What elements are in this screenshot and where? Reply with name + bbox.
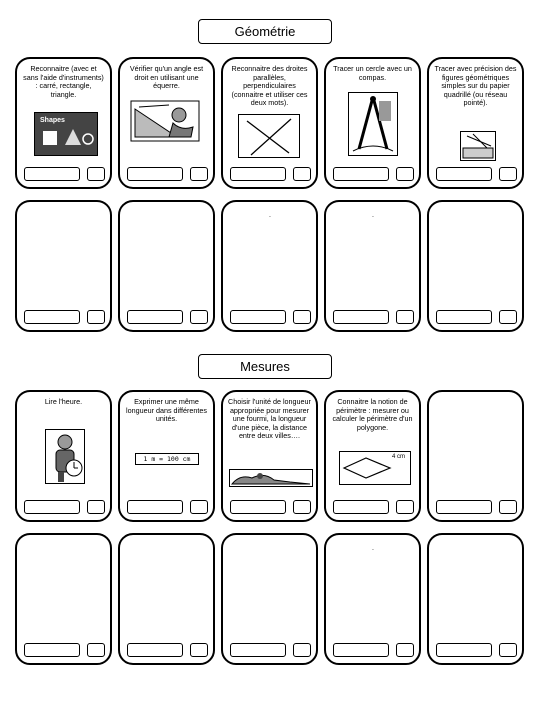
card-mes-1 [15,390,112,522]
empty-card [427,533,524,665]
score-box[interactable] [333,167,389,181]
score-box[interactable] [24,310,80,324]
check-box[interactable] [293,500,311,514]
score-box[interactable] [230,310,286,324]
score-box[interactable] [333,310,389,324]
empty-card [324,533,421,665]
check-box[interactable] [87,310,105,324]
check-box[interactable] [396,500,414,514]
check-box[interactable] [396,167,414,181]
check-box[interactable] [293,167,311,181]
score-box[interactable] [436,500,492,514]
dot-mark: . [372,545,374,552]
score-box[interactable] [127,643,183,657]
dot-mark: . [269,212,271,219]
check-box[interactable] [190,167,208,181]
score-box[interactable] [230,500,286,514]
score-box[interactable] [230,167,286,181]
check-box[interactable] [87,643,105,657]
check-box[interactable] [190,310,208,324]
score-box[interactable] [436,167,492,181]
rhombus-caption: 4 cm [391,454,405,460]
check-box[interactable] [87,167,105,181]
score-box[interactable] [333,500,389,514]
empty-card [118,533,215,665]
check-box[interactable] [499,500,517,514]
section-title-mesures: Mesures [198,354,332,379]
rhombus-picture [339,451,411,485]
card-geo-5 [427,57,524,189]
score-box[interactable] [436,643,492,657]
check-box[interactable] [190,500,208,514]
score-box[interactable] [24,167,80,181]
card-geo-2 [118,57,215,189]
card-text: Reconnaitre des droites parallèles, perpendiculaires (connaitre et utiliser ces deux mots). [231,64,308,108]
card-mes-2 [118,390,215,522]
card-text: Exprimer une même longueur dans différentes unités. [126,397,207,424]
clock-picture [45,429,85,484]
card-text: Tracer un cercle avec un compas. [333,64,412,82]
check-box[interactable] [293,310,311,324]
card-text: Connaitre la notion de périmètre : mesurer ou calculer le périmètre d'un polygone. [332,397,413,432]
empty-card [221,200,318,332]
dot-mark: . [372,212,374,219]
score-box[interactable] [436,310,492,324]
card-text: Lire l'heure. [44,397,83,406]
empty-card [427,200,524,332]
score-box[interactable] [127,500,183,514]
card-mes-5 [427,390,524,522]
check-box[interactable] [396,643,414,657]
compass-picture [348,92,398,156]
score-box[interactable] [127,167,183,181]
shapes-label: Shapes [40,117,65,124]
card-geo-4 [324,57,421,189]
card-text: Tracer avec précision des figures géométriques simples sur du papier quadrillé (ou réseau pointé). [434,64,517,108]
empty-card [221,533,318,665]
check-box[interactable] [499,643,517,657]
card-geo-3 [221,57,318,189]
shapes-picture [34,112,98,156]
card-text: Reconnaitre (avec et sans l'aide d'instruments) : carré, rectangle, triangle. [23,64,104,99]
empty-card [324,200,421,332]
check-box[interactable] [499,167,517,181]
units-picture: 1 m = 100 cm [135,453,199,465]
check-box[interactable] [87,500,105,514]
empty-card [15,533,112,665]
check-box[interactable] [499,310,517,324]
crossed-lines-picture [238,114,300,158]
grid-paper-picture [460,131,496,161]
section-title-geometrie: Géométrie [198,19,332,44]
card-geo-1 [15,57,112,189]
card-mes-4 [324,390,421,522]
card-text: Vérifier qu'un angle est droit en utilisant une équerre. [129,64,204,91]
check-box[interactable] [293,643,311,657]
score-box[interactable] [24,643,80,657]
check-box[interactable] [190,643,208,657]
ruler-picture [229,469,313,487]
score-box[interactable] [24,500,80,514]
empty-card [15,200,112,332]
score-box[interactable] [333,643,389,657]
card-mes-3 [221,390,318,522]
score-box[interactable] [127,310,183,324]
card-text: Choisir l'unité de longueur appropriée pour mesurer une fourmi, la longueur d'une pièce, la distance entre deux villes…. [228,397,311,441]
score-box[interactable] [230,643,286,657]
set-square-picture [129,97,203,143]
check-box[interactable] [396,310,414,324]
empty-card [118,200,215,332]
